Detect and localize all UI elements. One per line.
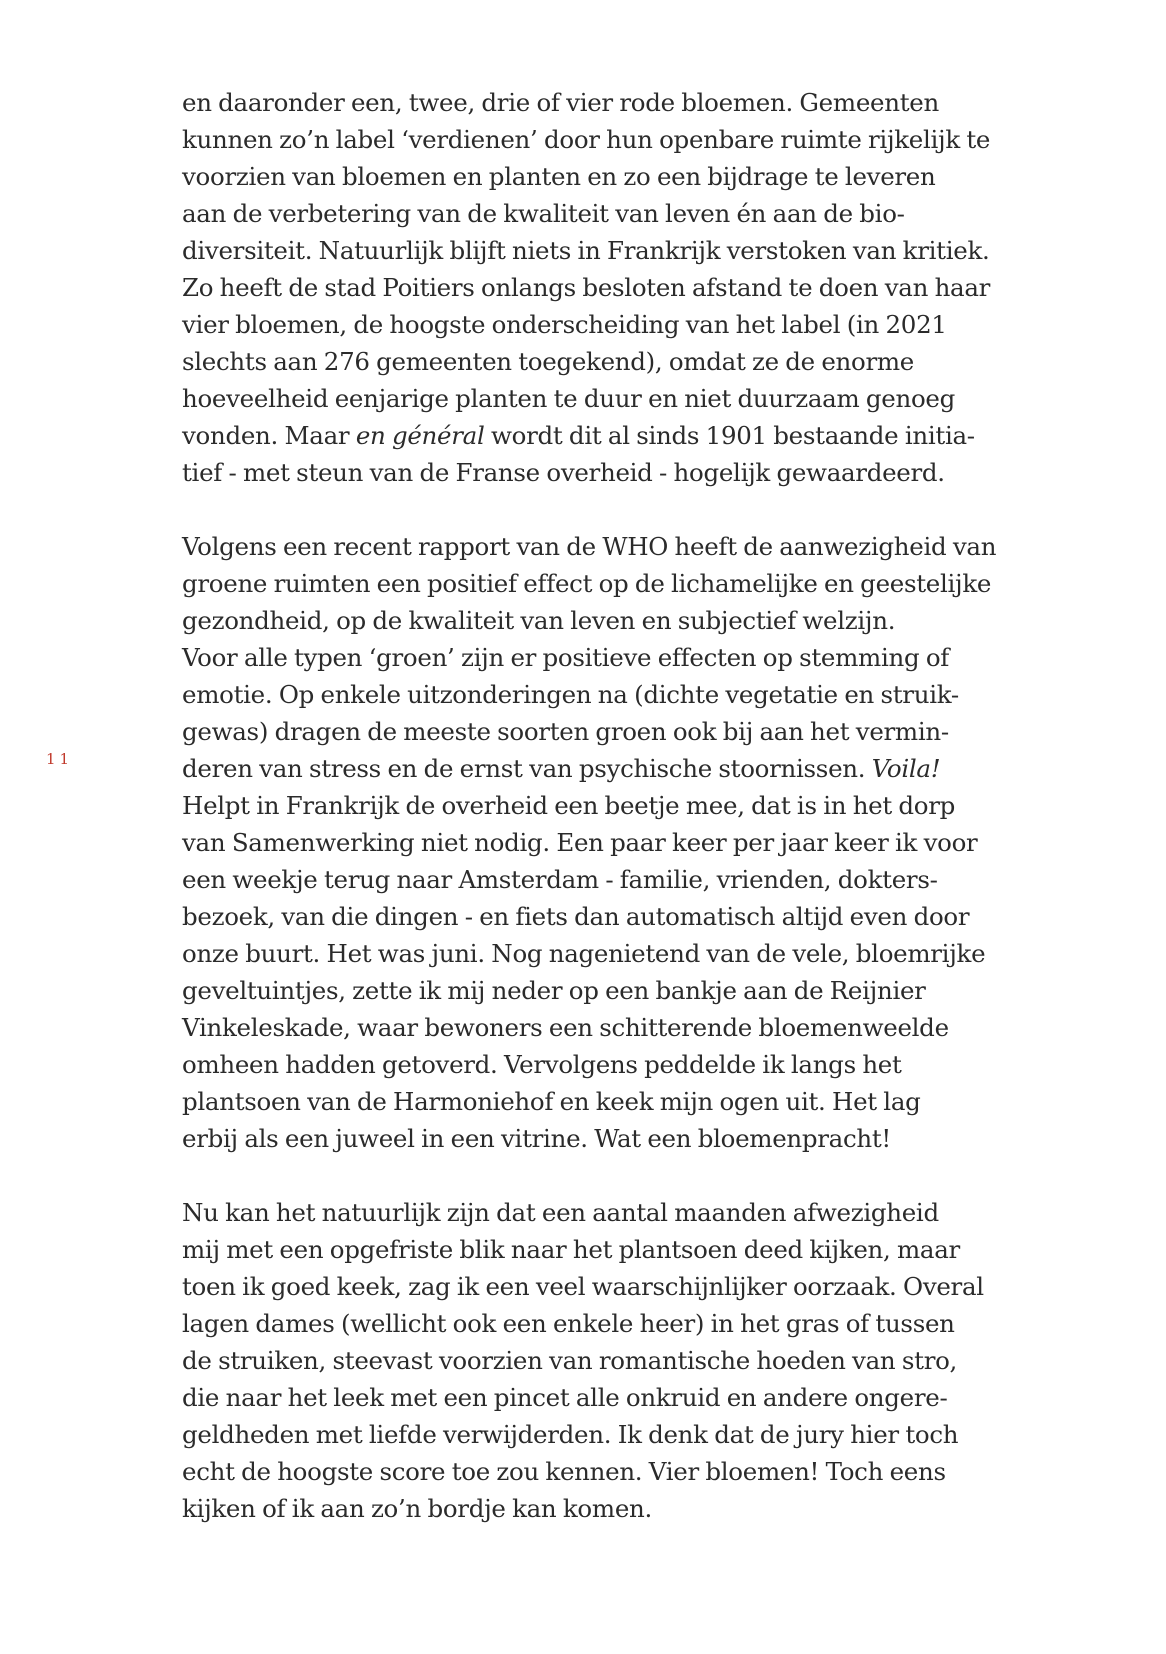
italic-phrase: Voila!	[871, 754, 941, 783]
text-line: kunnen zo’n label ‘verdienen’ door hun openbare ruimte rijkelijk te	[182, 125, 991, 154]
text-line: diversiteit. Natuurlijk blijft niets in Frankrijk verstoken van kritiek.	[182, 236, 990, 265]
text-line: geveltuintjes, zette ik mij neder op een bankje aan de Reijnier	[182, 976, 926, 1005]
text-line: de struiken, steevast voorzien van romantische hoeden van stro,	[182, 1346, 958, 1375]
text-line: echt de hoogste score toe zou kennen. Vier bloemen! Toch eens	[182, 1457, 946, 1486]
text-line: Zo heeft de stad Poitiers onlangs besloten afstand te doen van haar	[182, 273, 991, 302]
text-line: omheen hadden getoverd. Vervolgens peddelde ik langs het	[182, 1050, 902, 1079]
text-segment: deren van stress en de ernst van psychische stoornissen.	[182, 754, 872, 783]
text-line: aan de verbetering van de kwaliteit van leven én aan de bio-	[182, 199, 905, 228]
text-line: slechts aan 276 gemeenten toegekend), omdat ze de enorme	[182, 347, 915, 376]
text-line: bezoek, van die dingen - en fiets dan automatisch altijd even door	[182, 902, 970, 931]
text-line: van Samenwerking niet nodig. Een paar keer per jaar keer ik voor	[182, 828, 978, 857]
text-line: Helpt in Frankrijk de overheid een beetje mee, dat is in het dorp	[182, 791, 956, 820]
text-line	[182, 417, 1052, 454]
text-line: en daaronder een, twee, drie of vier rode bloemen. Gemeenten	[182, 88, 939, 117]
text-line: Vinkeleskade, waar bewoners een schitterende bloemenweelde	[182, 1013, 949, 1042]
text-segment: vonden. Maar	[182, 421, 356, 450]
text-line: gezondheid, op de kwaliteit van leven en subjectief welzijn.	[182, 606, 896, 635]
text-line: een weekje terug naar Amsterdam - familie, vrienden, dokters-	[182, 865, 938, 894]
paragraph-gap	[182, 1157, 1052, 1194]
paragraph-2	[182, 528, 1052, 1157]
text-line: die naar het leek met een pincet alle onkruid en andere ongere-	[182, 1383, 948, 1412]
page-number: 11	[46, 750, 74, 768]
text-line: tief - met steun van de Franse overheid - hogelijk gewaardeerd.	[182, 458, 945, 487]
text-line: emotie. Op enkele uitzonderingen na (dichte vegetatie en struik-	[182, 680, 959, 709]
text-line: erbij als een juweel in een vitrine. Wat een bloemenpracht!	[182, 1124, 891, 1153]
paragraph-3	[182, 1194, 1052, 1527]
text-line: groene ruimten een positief effect op de lichamelijke en geestelijke	[182, 569, 992, 598]
text-line: lagen dames (wellicht ook een enkele heer) in het gras of tussen	[182, 1309, 955, 1338]
text-line: plantsoen van de Harmoniehof en keek mijn ogen uit. Het lag	[182, 1087, 921, 1116]
text-line: voorzien van bloemen en planten en zo een bijdrage te leveren	[182, 162, 936, 191]
text-line: geldheden met liefde verwijderden. Ik denk dat de jury hier toch	[182, 1420, 959, 1449]
text-segment: wordt dit al sinds 1901 bestaande initia-	[484, 421, 975, 450]
text-line: vier bloemen, de hoogste onderscheiding van het label (in 2021	[182, 310, 947, 339]
paragraph-gap	[182, 491, 1052, 528]
text-line: kijken of ik aan zo’n bordje kan komen.	[182, 1494, 652, 1523]
text-line: hoeveelheid eenjarige planten te duur en niet duurzaam genoeg	[182, 384, 955, 413]
text-line: Volgens een recent rapport van de WHO heeft de aanwezigheid van	[182, 532, 997, 561]
text-line: onze buurt. Het was juni. Nog nagenietend van de vele, bloemrijke	[182, 939, 986, 968]
text-line	[182, 750, 1052, 787]
text-line: Nu kan het natuurlijk zijn dat een aantal maanden afwezigheid	[182, 1198, 939, 1227]
italic-phrase: en général	[355, 421, 485, 450]
body-text	[182, 84, 1052, 1527]
text-line: Voor alle typen ‘groen’ zijn er positieve effecten op stemming of	[182, 643, 950, 672]
text-line: gewas) dragen de meeste soorten groen ook bij aan het vermin-	[182, 717, 949, 746]
paragraph-1	[182, 84, 1052, 491]
text-line: mij met een opgefriste blik naar het plantsoen deed kijken, maar	[182, 1235, 960, 1264]
text-line: toen ik goed keek, zag ik een veel waarschijnlijker oorzaak. Overal	[182, 1272, 984, 1301]
